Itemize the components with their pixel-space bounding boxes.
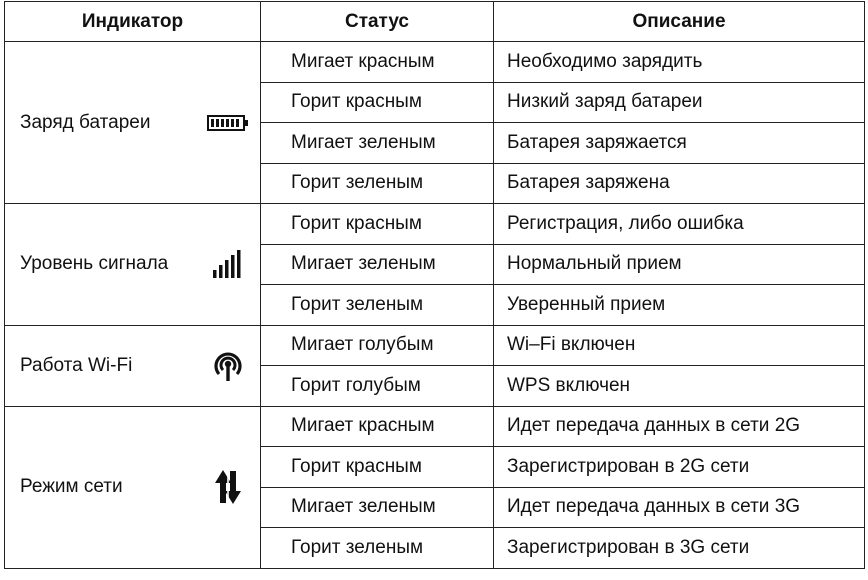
battery-icon <box>204 114 252 132</box>
status-cell: Горит зеленым <box>261 285 494 326</box>
indicator-name: Режим сети <box>20 476 123 497</box>
header-indicator: Индикатор <box>5 2 261 42</box>
indicator-table <box>4 1 865 569</box>
description-cell: Низкий заряд батареи <box>494 82 865 123</box>
header-row <box>5 2 865 42</box>
indicator-cell-wifi <box>5 325 261 406</box>
signal-bars-icon <box>204 248 252 280</box>
description-cell: Уверенный прием <box>494 285 865 326</box>
indicator-cell-network <box>5 406 261 568</box>
wifi-broadcast-icon <box>204 348 252 384</box>
description-cell: WPS включен <box>494 366 865 407</box>
indicator-cell-signal <box>5 204 261 326</box>
status-cell: Горит красным <box>261 204 494 245</box>
status-cell: Мигает красным <box>261 42 494 83</box>
network-transfer-arrows-icon <box>204 469 252 505</box>
status-cell: Мигает зеленым <box>261 487 494 528</box>
status-cell: Горит красным <box>261 82 494 123</box>
header-status: Статус <box>261 2 494 42</box>
description-cell: Необходимо зарядить <box>494 42 865 83</box>
description-cell: Нормальный прием <box>494 244 865 285</box>
description-cell: Зарегистрирован в 2G сети <box>494 447 865 488</box>
status-cell: Мигает голубым <box>261 325 494 366</box>
status-cell: Мигает зеленым <box>261 123 494 164</box>
status-cell: Горит красным <box>261 447 494 488</box>
table-row <box>5 42 865 83</box>
status-cell: Горит зеленым <box>261 528 494 569</box>
indicator-name: Работа Wi-Fi <box>20 354 133 376</box>
status-cell: Мигает красным <box>261 406 494 447</box>
status-cell: Мигает зеленым <box>261 244 494 285</box>
description-cell: Зарегистрирован в 3G сети <box>494 528 865 569</box>
description-cell: Wi–Fi включен <box>494 325 865 366</box>
description-cell: Идет передача данных в сети 2G <box>494 406 865 447</box>
status-cell: Горит зеленым <box>261 163 494 204</box>
description-cell: Идет передача данных в сети 3G <box>494 487 865 528</box>
indicator-name: Заряд батареи <box>20 111 151 133</box>
description-cell: Батарея заряжена <box>494 163 865 204</box>
table-row <box>5 204 865 245</box>
indicator-cell-battery <box>5 42 261 204</box>
table-row <box>5 325 865 366</box>
table-row <box>5 406 865 447</box>
header-description: Описание <box>494 2 865 42</box>
indicator-name: Уровень сигнала <box>20 253 169 275</box>
status-cell: Горит голубым <box>261 366 494 407</box>
description-cell: Регистрация, либо ошибка <box>494 204 865 245</box>
description-cell: Батарея заряжается <box>494 123 865 164</box>
